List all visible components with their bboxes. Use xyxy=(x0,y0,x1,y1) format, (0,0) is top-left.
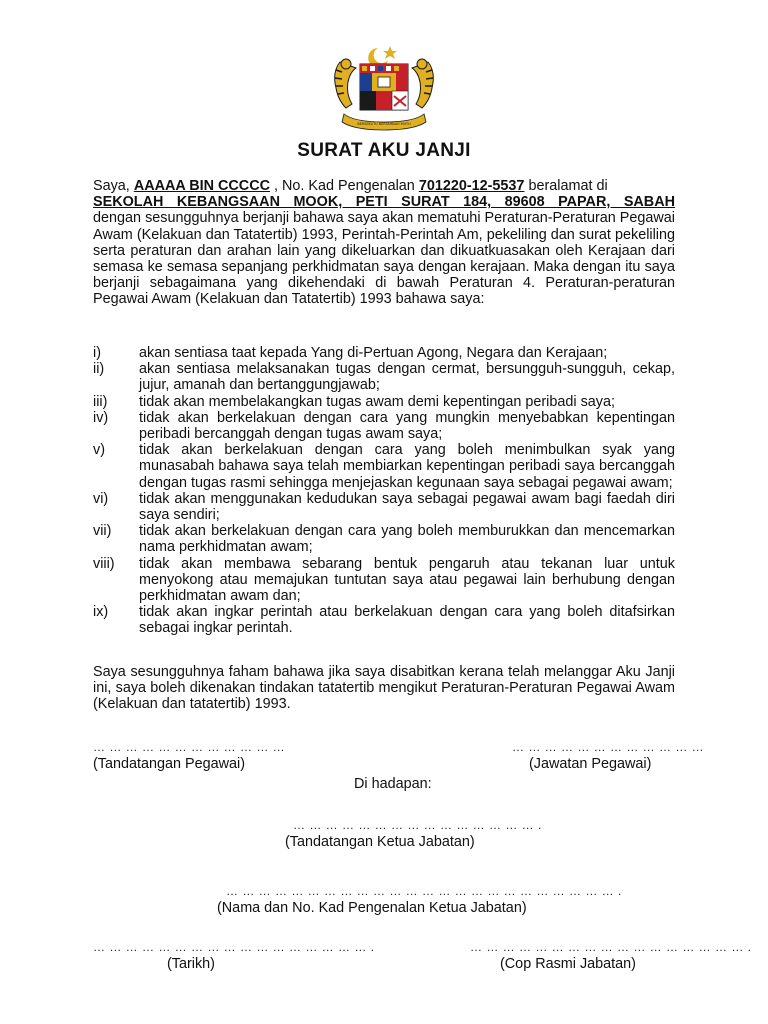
list-item: iv) tidak akan berkelakuan dengan cara yang mungkin menyebabkan kepentingan peribadi bercanggah dengan tugas awam saya; xyxy=(93,409,675,443)
list-item: vi) tidak akan menggunakan kedudukan saya sebagai pegawai awam bagi faedah diri saya sendiri; xyxy=(93,490,675,524)
list-item: ii) akan sentiasa melaksanakan tugas dengan cermat, bersungguh-sungguh, cekap, jujur, amanah dan bertanggungjawab; xyxy=(93,361,675,394)
applicant-name: AAAAA BIN CCCCC xyxy=(133,178,270,194)
kp-label: , No. Kad Pengenalan xyxy=(273,178,415,194)
tandatangan-pegawai-label: (Tandatangan Pegawai) xyxy=(93,756,246,772)
list-item: viii) tidak akan membawa sebarang bentuk pengaruh atau tekanan luar untuk menyokong atau memajukan tuntutan saya atau pegawai lain berhubung dengan perkhidmatan awam dan; xyxy=(93,555,675,605)
nama-ketua-line: … … … … … … … … … … … … … … … … … … … … … … … … . xyxy=(226,884,622,898)
beralamat-label: beralamat di xyxy=(528,178,608,194)
jawatan-line-pegawai: … … … … … … … … … … … … xyxy=(512,740,705,754)
di-hadapan-label: Di hadapan: xyxy=(354,776,432,792)
tandatangan-ketua-label: (Tandatangan Ketua Jabatan) xyxy=(285,834,475,850)
list-item: v) tidak akan berkelakuan dengan cara yang boleh menimbulkan syak yang munasabah bahawa saya telah membiarkan kepentingan peribadi saya bercanggah dengan tugas rasmi sehingga menjejaskan kegunaan saya sebagai pegawai awam; xyxy=(93,442,675,491)
applicant-address: SEKOLAH KEBANGSAAN MOOK, PETI SURAT 184, 89608 PAPAR, SABAH xyxy=(93,194,675,211)
list-item: i) akan sentiasa taat kepada Yang di-Pertuan Agong, Negara dan Kerajaan; xyxy=(93,345,608,361)
tarikh-label: (Tarikh) xyxy=(167,956,215,972)
document-title: SURAT AKU JANJI xyxy=(297,140,471,161)
list-item: ix) tidak akan ingkar perintah atau berkelakuan dengan cara yang boleh ditafsirkan sebagai ingkar perintah. xyxy=(93,604,675,637)
jawatan-pegawai-label: (Jawatan Pegawai) xyxy=(529,756,652,772)
list-item: iii) tidak akan membelakangkan tugas awam demi kepentingan peribadi saya; xyxy=(93,393,615,410)
list-item: vii) tidak akan berkelakuan dengan cara yang boleh memburukkan dan mencemarkan nama perkhidmatan awam; xyxy=(93,523,675,556)
intro-paragraph xyxy=(93,178,675,308)
closing-paragraph: Saya sesungguhnya faham bahawa jika saya disabitkan kerana telah melanggar Aku Janji ini, saya boleh dikenakan tindakan tatatertib mengikut Peraturan-Peraturan Pegawai Awam (Kelakuan dan tatatertib) 1993. xyxy=(93,664,675,713)
pledge-list xyxy=(93,345,675,637)
tarikh-line: … … … … … … … … … … … … … … … … … . xyxy=(93,940,375,954)
nama-ketua-label: (Nama dan No. Kad Pengenalan Ketua Jabatan) xyxy=(217,900,527,916)
signature-line-ketua: … … … … … … … … … … … … … … … . xyxy=(293,818,542,832)
cop-line: … … … … … … … … … … … … … … … … … . xyxy=(470,940,752,954)
kp-number: 701220-12-5537 xyxy=(418,178,525,194)
coat-of-arms-logo xyxy=(326,40,442,132)
intro-saya: Saya, xyxy=(93,178,130,194)
crest-motto: BERSEKUTU BERTAMBAH MUTU xyxy=(357,122,411,126)
intro-body: dengan sesungguhnya berjanji bahawa saya akan mematuhi Peraturan-Peraturan Pegawai Awam (Kelakuan dan Tatatertib) 1993, Perintah-Perintah Am, pekeliling dan surat pekeliling serta peraturan dan arahan lain yang dikeluarkan dan dikuatkuasakan oleh Kerajaan dari semasa ke semasa sepanjang perkhidmatan saya dengan kerajaan. Maka dengan itu saya berjanji sebagaimana yang dikehendaki di bawah Peraturan 4. Peraturan-peraturan Pegawai Awam (Kelakuan dan Tatatertib) 1993 bahawa saya: xyxy=(93,210,675,308)
signature-line-pegawai: … … … … … … … … … … … … xyxy=(93,740,286,754)
cop-label: (Cop Rasmi Jabatan) xyxy=(500,956,636,972)
